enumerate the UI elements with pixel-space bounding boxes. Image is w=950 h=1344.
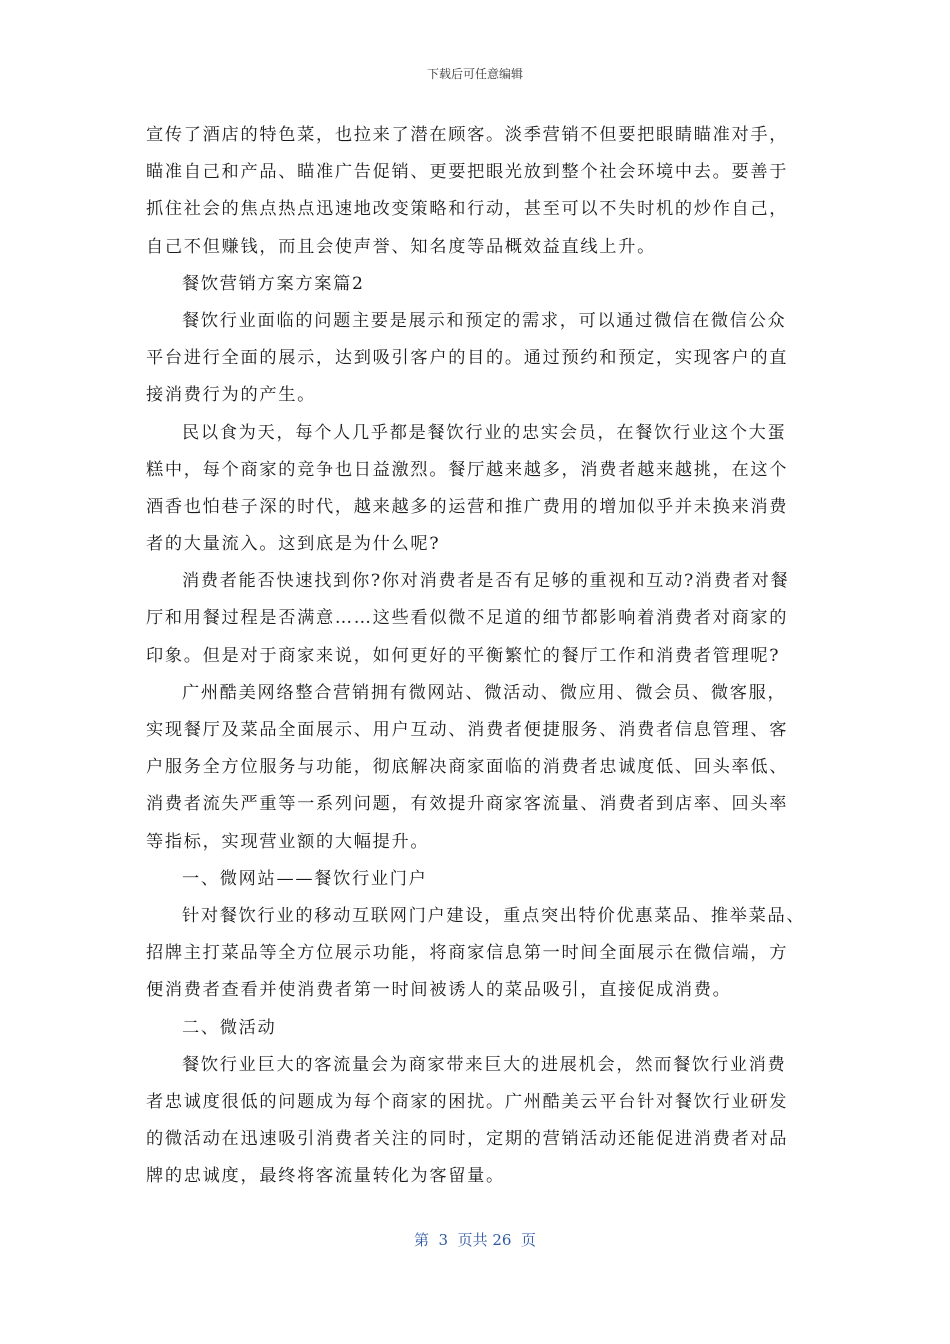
text-line: 自己不但赚钱，而且会使声誉、知名度等品概效益直线上升。 — [146, 236, 656, 257]
text-line: 实现餐厅及菜品全面展示、用户互动、消费者便捷服务、消费者信息管理、客 — [146, 720, 789, 740]
text-line: 便消费者查看并使消费者第一时间被诱人的菜品吸引，直接促成消费。 — [146, 980, 732, 1001]
paragraph — [146, 675, 806, 861]
document-body — [146, 117, 806, 1195]
text-line: 民以食为天，每个人几乎都是餐饮行业的忠实会员，在餐饮行业这个大蛋 — [182, 422, 787, 443]
text-line: 针对餐饮行业的移动互联网门户建设，重点突出特价优惠菜品、推举菜品、 — [182, 905, 806, 926]
text-line: 的微活动在迅速吸引消费者关注的同时，定期的营销活动还能促进消费者对品 — [146, 1129, 789, 1150]
text-line: 餐饮行业面临的问题主要是展示和预定的需求，可以通过微信在微信公众 — [182, 310, 787, 331]
section-heading — [146, 861, 806, 898]
text-line: 二、微活动 — [182, 1017, 277, 1038]
text-line: 招牌主打菜品等全方位展示功能，将商家信息第一时间全面展示在微信端，方 — [146, 943, 789, 964]
text-line: 一、微网站——餐饮行业门户 — [182, 868, 428, 889]
page-footer: 第 3 页共 26 页 — [413, 1231, 536, 1249]
paragraph — [146, 415, 806, 564]
text-line: 餐饮行业巨大的客流量会为商家带来巨大的进展机会，然而餐饮行业消费 — [182, 1054, 787, 1075]
text-line: 牌的忠诚度，最终将客流量转化为客留量。 — [146, 1166, 505, 1187]
paragraph — [146, 117, 806, 266]
page-header: 下载后可任意编辑 — [426, 67, 523, 81]
text-line: 糕中，每个商家的竞争也日益激烈。餐厅越来越多，消费者越来越挑，在这个 — [146, 459, 789, 480]
text-line: 抓住社会的焦点热点迅速地改变策略和行动，甚至可以不失时机的炒作自己， — [146, 199, 789, 220]
text-line: 平台进行全面的展示，达到吸引客户的目的。通过预约和预定，实现客户的直 — [146, 348, 789, 369]
text-line: 者忠诚度很低的问题成为每个商家的困扰。广州酷美云平台针对餐饮行业研发 — [146, 1091, 789, 1112]
text-line: 酒香也怕巷子深的时代，越来越多的运营和推广费用的增加似乎并未换来消费 — [146, 496, 789, 517]
paragraph — [146, 898, 806, 1010]
text-line: 印象。但是对于商家来说，如何更好的平衡繁忙的餐厅工作和消费者管理呢? — [146, 645, 781, 666]
text-line: 接消费行为的产生。 — [146, 385, 316, 406]
text-line: 消费者能否快速找到你?你对消费者是否有足够的重视和互动?消费者对餐 — [182, 571, 790, 592]
text-line: 宣传了酒店的特色菜，也拉来了潜在顾客。淡季营销不但要把眼睛瞄准对手， — [146, 125, 789, 145]
paragraph — [146, 303, 806, 415]
text-line: 瞄准自己和产品、瞄准广告促销、更要把眼光放到整个社会环境中去。要善于 — [146, 162, 789, 183]
text-line: 者的大量流入。这到底是为什么呢? — [146, 534, 441, 555]
section-heading — [146, 1010, 806, 1047]
paragraph — [146, 563, 806, 675]
section-heading — [146, 266, 806, 303]
text-line: 户服务全方位服务与功能，彻底解决商家面临的消费者忠诚度低、回头率低、 — [146, 757, 789, 778]
text-line: 厅和用餐过程是否满意……这些看似微不足道的细节都影响着消费者对商家的 — [146, 608, 789, 629]
text-line: 等指标，实现营业额的大幅提升。 — [146, 831, 430, 852]
text-line: 餐饮营销方案方案篇2 — [182, 273, 365, 294]
text-line: 消费者流失严重等一系列问题，有效提升商家客流量、消费者到店率、回头率 — [146, 794, 789, 815]
paragraph — [146, 1047, 806, 1196]
text-line: 广州酷美网络整合营销拥有微网站、微活动、微应用、微会员、微客服， — [182, 682, 787, 703]
